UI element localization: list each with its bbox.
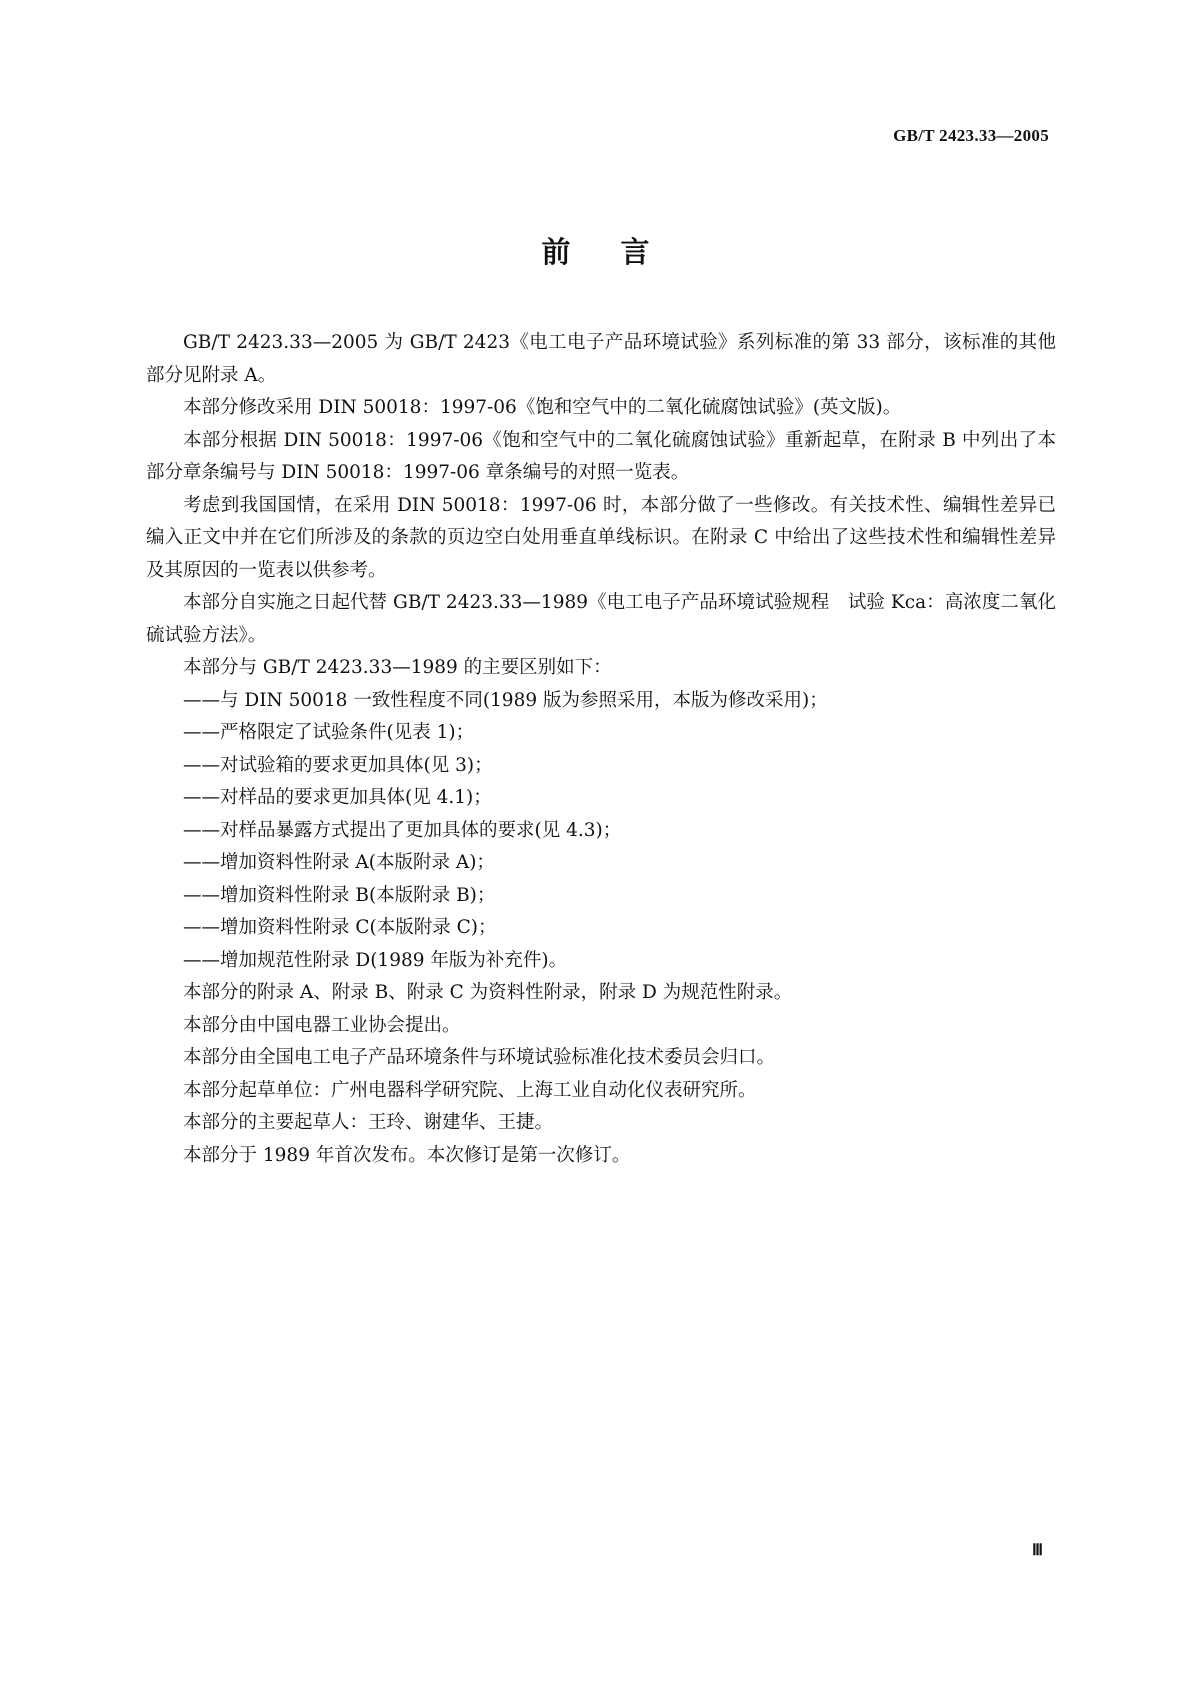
page-number: Ⅲ [1031, 1542, 1043, 1559]
list-item: ——对样品暴露方式提出了更加具体的要求(见 4.3)； [183, 819, 622, 841]
list-item: ——增加资料性附录 B(本版附录 B)； [183, 884, 496, 906]
paragraph: 本部分由全国电工电子产品环境条件与环境试验标准化技术委员会归口。 [183, 1047, 776, 1068]
list-item: ——增加资料性附录 A(本版附录 A)； [183, 852, 495, 873]
paragraph: 考虑到我国国情，在采用 DIN 50018：1997-06 时，本部分做了一些修改。有关技术性、编辑性差异已编入正文中并在它们所涉及的条款的页边空白处用垂直单线标识。在附录 C 中给出了这些技术性和编辑性差异及其原因的一览表以供参考。 [146, 494, 1056, 581]
paragraph: 本部分自实施之日起代替 GB/T 2423.33—1989《电工电子产品环境试验规程 试验 Kca：高浓度二氧化硫试验方法》。 [146, 592, 1056, 646]
list-item: ——对试验箱的要求更加具体(见 3)； [183, 754, 493, 776]
list-item: ——对样品的要求更加具体(见 4.1)； [183, 787, 492, 808]
paragraph: 本部分的附录 A、附录 B、附录 C 为资料性附录，附录 D 为规范性附录。 [183, 982, 793, 1003]
list-item: ——增加规范性附录 D(1989 年版为补充件)。 [183, 949, 568, 971]
paragraph: 本部分修改采用 DIN 50018：1997-06《饱和空气中的二氧化硫腐蚀试验》(英文版)。 [183, 397, 902, 418]
list-item: ——严格限定了试验条件(见表 1)； [183, 722, 475, 743]
paragraph: 本部分与 GB/T 2423.33—1989 的主要区别如下： [183, 657, 612, 678]
foreword-body [146, 327, 1056, 1172]
standard-number: GB/T 2423.33—2005 [893, 126, 1049, 145]
list-item: ——与 DIN 50018 一致性程度不同(1989 版为参照采用，本版为修改采用)； [183, 689, 828, 711]
paragraph: 本部分由中国电器工业协会提出。 [183, 1014, 461, 1036]
paragraph: 本部分起草单位：广州电器科学研究院、上海工业自动化仪表研究所。 [183, 1079, 757, 1101]
paragraph: 本部分于 1989 年首次发布。本次修订是第一次修订。 [183, 1144, 631, 1166]
page-title: 前言 [541, 235, 700, 269]
paragraph: 本部分的主要起草人：王玲、谢建华、王捷。 [183, 1112, 554, 1133]
list-item: ——增加资料性附录 C(本版附录 C)； [183, 917, 497, 938]
paragraph: GB/T 2423.33—2005 为 GB/T 2423《电工电子产品环境试验》系列标准的第 33 部分，该标准的其他部分见附录 A。 [146, 332, 1056, 386]
paragraph: 本部分根据 DIN 50018：1997-06《饱和空气中的二氧化硫腐蚀试验》重新起草，在附录 B 中列出了本部分章条编号与 DIN 50018：1997-06 章条编号的对照一览表。 [146, 429, 1056, 483]
